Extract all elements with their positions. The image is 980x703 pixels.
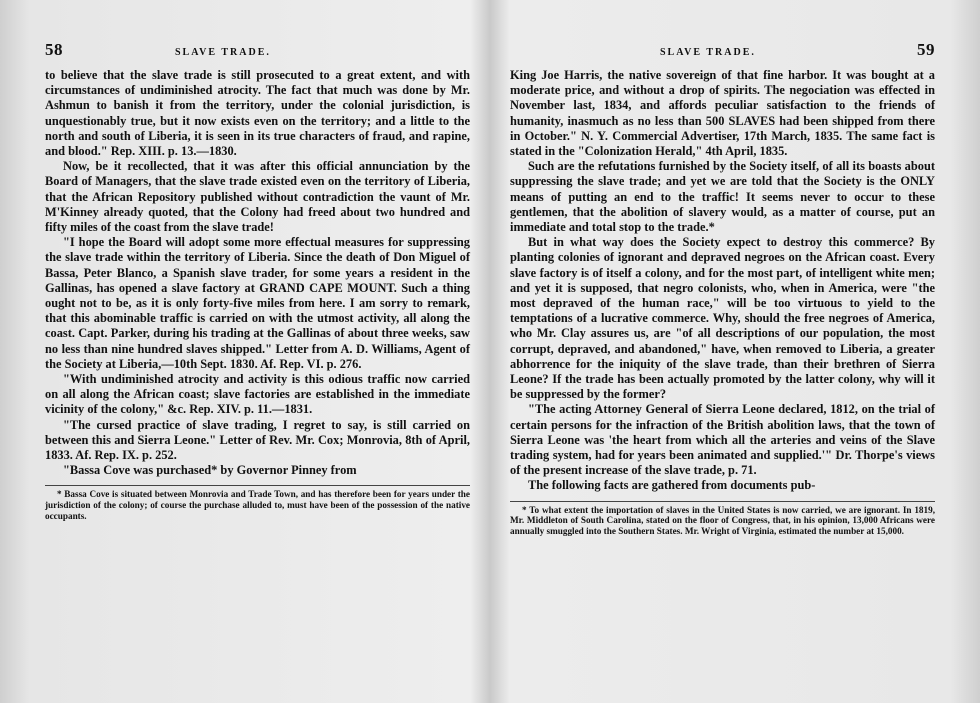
left-page-number: 58 bbox=[45, 40, 63, 59]
right-paragraph-4: "The acting Attorney General of Sierra Leone declared, 1812, on the trial of certain persons for the infraction of the British abolition laws, that the town of Sierra Leone was 'the heart from which all the arteries and veins of the Slave trading system, had for years been animated and supplied.'" Dr. Thorpe's views of the present increase of the slave trade, p. 71. bbox=[510, 402, 935, 478]
right-running-title: SLAVE TRADE. bbox=[660, 47, 756, 58]
left-paragraph-3: "I hope the Board will adopt some more effectual measures for suppressing the slave trade within the territory of Liberia. Since the death of Don Miguel of Bassa, Peter Blanco, a Spanish slave trader, for some years a resident in the Gallinas, has opened a slave factory at GRAND CAPE MOUNT. Such a thing ought not to be, as it is only forty-five miles from here. I am sorry to remark, that this abominable traffic is carried on with the utmost activity, all along the coast. Capt. Parker, during his trading at the Gallinas of about three weeks, saw no less than nine hundred slaves shipped." Letter from A. D. Williams, Agent of the Society at Liberia,—10th Sept. 1830. Af. Rep. VI. p. 276. bbox=[45, 235, 470, 371]
left-paragraph-2: Now, be it recollected, that it was after this official annunciation by the Board of Managers, that the slave trade existed even on the territory of Liberia, that the African Repository published without contradiction the vaunt of Mr. M'Kinney already quoted, that the Colony had freed about two hundred and fifty miles of the coast from the slave trade! bbox=[45, 159, 470, 235]
right-paragraph-2: Such are the refutations furnished by the Society itself, of all its boasts about suppressing the slave trade; and yet we are told that the Society is the ONLY means of putting an end to the traffic! It seems never to occur to these gentlemen, that the abolition of slavery would, as a matter of course, put an immediate and total stop to the trade.* bbox=[510, 159, 935, 235]
left-footnote bbox=[45, 489, 470, 521]
left-running-head bbox=[45, 40, 470, 62]
right-footnote bbox=[510, 505, 935, 537]
right-paragraph-1: King Joe Harris, the native sovereign of that fine harbor. It was bought at a moderate price, and without a drop of spirits. The negociation was effected in November last, 1834, and affords peculiar satisfaction to the friends of humanity, inasmuch as no less than 500 SLAVES had been shipped from there in October." N. Y. Commercial Advertiser, 17th March, 1835. The same fact is stated in the "Colonization Herald," 4th April, 1835. bbox=[510, 68, 935, 159]
right-running-head bbox=[510, 40, 935, 62]
right-paragraph-5: The following facts are gathered from documents pub- bbox=[528, 478, 816, 493]
right-paragraph-3: But in what way does the Society expect to destroy this commerce? By planting colonies of ignorant and depraved negroes on the African coast. Every slave factory is of itself a colony, and for the most part, of intelligent white men; and yet it is supposed, that negro colonists, who, when in America, were "the most depraved of the human race," will be too virtuous to yield to the temptations of a lucrative commerce. Why, should the free negroes of America, who Mr. Clay assures us, are "of all descriptions of our population, the most corrupt, depraved, and abandoned," have, when removed to Liberia, a greater abhorrence for the iniquity of the slave trade, than their brethren of Sierra Leone? If the trade has been actually promoted by the latter colony, why will it be suppressed by the former? bbox=[510, 235, 935, 402]
left-paragraph-4: "With undiminished atrocity and activity is this odious traffic now carried on all along the African coast; slave factories are established in the immediate vicinity of the colony," &c. Rep. XIV. p. 11.—1831. bbox=[45, 372, 470, 417]
right-footnote-text: * To what extent the importation of slaves in the United States is now carried, we are ignorant. In 1819, Mr. Middleton of South Carolina, stated on the floor of Congress, that, in his opinion, 13,000 Africans were annually smuggled into the Southern States. Mr. Wright of Virginia, estimated the number at 15,000. bbox=[510, 504, 935, 536]
right-page bbox=[490, 0, 980, 703]
left-paragraph-6: "Bassa Cove was purchased* by Governor Pinney from bbox=[63, 463, 357, 478]
left-body-text bbox=[45, 68, 470, 478]
right-page-number: 59 bbox=[917, 40, 935, 59]
right-footnote-divider bbox=[510, 501, 935, 502]
left-footnote-divider bbox=[45, 485, 470, 486]
left-footnote-text: * Bassa Cove is situated between Monrovia and Trade Town, and has therefore been for years under the jurisdiction of the colony; of course the purchase alluded to, must have been of the possession of the native occupants. bbox=[45, 489, 470, 521]
right-body-text bbox=[510, 68, 935, 494]
left-running-title: SLAVE TRADE. bbox=[175, 47, 271, 58]
left-paragraph-5: "The cursed practice of slave trading, I regret to say, is still carried on between this and Sierra Leone." Letter of Rev. Mr. Cox; Monrovia, 8th of April, 1833. Af. Rep. IX. p. 252. bbox=[45, 417, 470, 463]
left-paragraph-1: to believe that the slave trade is still prosecuted to a great extent, and with circumstances of undiminished atrocity. The fact that much was done by Mr. Ashmun to banish it from the territory, under the colonial jurisdiction, is unquestionably true, but it now exists even on the territory; and a little to the north and south of Liberia, it is seen in its true characters of fraud, and rapine, and blood." Rep. XIII. p. 13.—1830. bbox=[45, 68, 470, 159]
